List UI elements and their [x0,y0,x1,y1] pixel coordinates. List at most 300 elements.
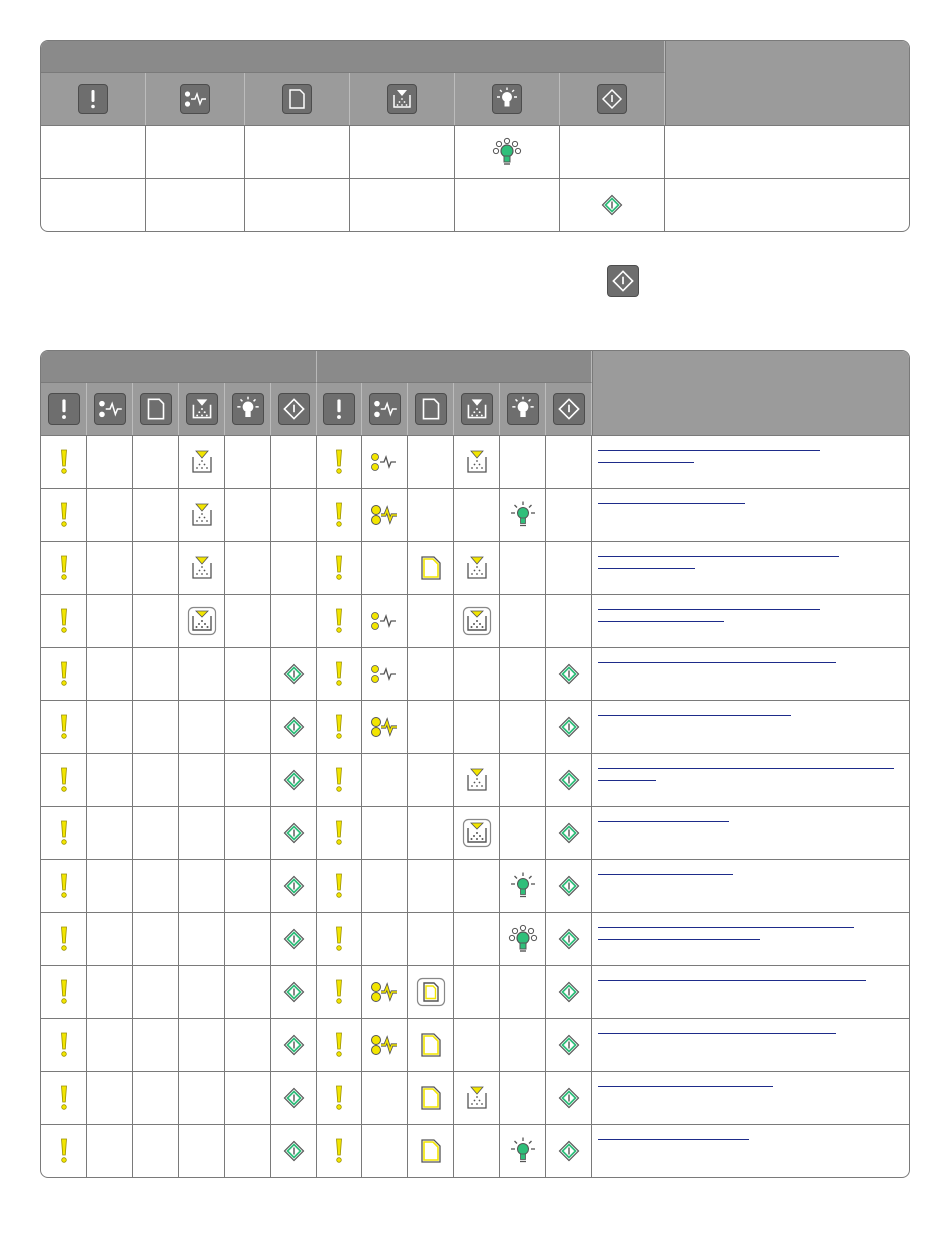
start-green-icon [283,875,305,897]
description-cell[interactable] [592,1071,909,1124]
table-row [41,700,909,753]
light-cell [546,1018,592,1071]
light-cell [179,488,225,541]
toner-yellow-blinking-icon [462,818,492,848]
empty-light-cell [500,806,546,859]
empty-light-cell [454,912,500,965]
empty-light-cell [225,806,271,859]
table-row [41,912,909,965]
toner-icon [387,84,417,114]
error-yellow-icon [58,501,70,529]
empty-light-cell [454,700,500,753]
empty-light-cell [225,912,271,965]
toner-icon [461,393,493,425]
light-cell [41,965,87,1018]
empty-light-cell [271,435,317,488]
description-link[interactable] [598,1086,773,1087]
start-green-icon [558,663,580,685]
header-light-bulb-icon [500,383,546,435]
start-green-icon [283,1140,305,1162]
light-cell [41,912,87,965]
sleep-yellow-blinking-icon [369,714,401,740]
header-toner-icon [179,383,225,435]
error-yellow-icon [58,925,70,953]
light-cell [500,859,546,912]
empty-light-cell [133,1071,179,1124]
toner-yellow-icon [190,554,214,582]
empty-light-cell [362,806,408,859]
light-cell [41,753,87,806]
empty-light-cell [408,753,454,806]
light-cell [179,435,225,488]
light-cell [546,912,592,965]
light-cell [546,1124,592,1177]
paper-icon [415,393,447,425]
empty-light-cell [225,1071,271,1124]
error-yellow-icon [333,554,345,582]
light-cell [362,965,408,1018]
light-cell [546,753,592,806]
empty-light-cell [133,1018,179,1071]
start-green-icon [283,1034,305,1056]
description-link[interactable] [598,768,894,769]
paper-icon [140,393,172,425]
description-header [665,41,909,125]
start-green-icon [558,716,580,738]
light-cell [546,859,592,912]
empty-light-cell [546,435,592,488]
table-row [41,1124,909,1177]
light-cell [500,488,546,541]
empty-light-cell [133,912,179,965]
empty-light-cell [546,541,592,594]
empty-light-cell [225,753,271,806]
toner-yellow-blinking-icon [462,606,492,636]
empty-light-cell [455,178,560,231]
error-yellow-icon [333,925,345,953]
empty-light-cell [87,700,133,753]
empty-light-cell [146,178,245,231]
light-cell [41,1124,87,1177]
header-error-icon [41,383,87,435]
light-cell [317,700,362,753]
empty-light-cell [500,647,546,700]
empty-light-cell [271,594,317,647]
table-row [41,647,909,700]
start-green-icon [283,981,305,1003]
error-yellow-icon [333,448,345,476]
light-cell [317,859,362,912]
start-green-icon [283,822,305,844]
empty-light-cell [133,488,179,541]
light-cell [271,859,317,912]
light-cell [454,1071,500,1124]
start-green-icon [558,1034,580,1056]
light-cell [41,647,87,700]
header-toner-icon [454,383,500,435]
empty-light-cell [133,1124,179,1177]
empty-light-cell [179,965,225,1018]
light-cell [546,1071,592,1124]
empty-light-cell [133,647,179,700]
light-cell [179,541,225,594]
error-yellow-icon [58,766,70,794]
description-cell [665,125,909,178]
header-paper-icon [133,383,179,435]
empty-light-cell [225,594,271,647]
empty-light-cell [408,647,454,700]
description-link[interactable] [598,568,695,569]
empty-light-cell [225,700,271,753]
empty-light-cell [225,859,271,912]
empty-light-cell [225,647,271,700]
sleep-yellow-icon [369,608,401,634]
description-link[interactable] [598,939,760,940]
paper-yellow-icon [419,554,443,582]
light-cell [546,647,592,700]
empty-light-cell [87,1071,133,1124]
empty-light-cell [454,488,500,541]
header-light-bulb-icon [455,73,560,125]
empty-light-cell [225,1124,271,1177]
empty-light-cell [179,753,225,806]
description-cell[interactable] [592,1018,909,1071]
empty-light-cell [87,541,133,594]
toner-yellow-icon [190,501,214,529]
sleep-yellow-blinking-icon [369,979,401,1005]
light-cell [179,594,225,647]
light-cell [362,435,408,488]
light-cell [454,541,500,594]
light-bulb-blinking-green-icon [508,924,538,954]
empty-light-cell [500,1071,546,1124]
light-cell [317,965,362,1018]
light-cell [271,806,317,859]
light-cell [546,806,592,859]
light-sequence-table-top [40,40,910,232]
description-link[interactable] [598,621,724,622]
error-yellow-icon [58,660,70,688]
sleep-icon [180,84,210,114]
light-cell [454,594,500,647]
empty-light-cell [225,1018,271,1071]
light-cell [317,647,362,700]
table-row [41,125,909,178]
sleep-yellow-blinking-icon [369,502,401,528]
secondary-light-sequence-header [317,351,592,383]
start-green-icon [283,928,305,950]
error-yellow-icon [333,872,345,900]
start-green-icon [558,928,580,950]
error-icon [48,393,80,425]
empty-light-cell [87,647,133,700]
sleep-yellow-icon [369,661,401,687]
table-row [41,594,909,647]
light-cell [271,1124,317,1177]
table-row [41,753,909,806]
empty-light-cell [362,753,408,806]
header-start-icon [560,73,665,125]
light-cell [454,435,500,488]
description-link[interactable] [598,980,866,981]
sleep-icon [369,393,401,425]
light-bulb-green-icon [508,500,538,530]
description-link[interactable] [598,821,729,822]
error-yellow-icon [58,819,70,847]
light-bulb-green-icon [508,871,538,901]
description-cell[interactable] [592,753,909,806]
description-link[interactable] [598,462,694,463]
description-cell[interactable] [592,488,909,541]
light-sequence-table-bottom [40,350,910,1178]
description-link[interactable] [598,503,745,504]
empty-light-cell [41,125,146,178]
start-icon [553,393,585,425]
sleep-yellow-icon [369,449,401,475]
empty-light-cell [225,965,271,1018]
table-row [41,541,909,594]
empty-light-cell [362,1124,408,1177]
error-yellow-icon [333,978,345,1006]
empty-light-cell [408,594,454,647]
light-cell [317,1124,362,1177]
header-start-icon [271,383,317,435]
empty-light-cell [245,178,350,231]
empty-light-cell [179,912,225,965]
empty-light-cell [500,753,546,806]
description-link[interactable] [598,780,656,781]
light-cell [362,700,408,753]
description-cell[interactable] [592,912,909,965]
light-cell [560,178,665,231]
paper-yellow-icon [419,1084,443,1112]
empty-light-cell [560,125,665,178]
error-yellow-icon [333,501,345,529]
table-row [41,1018,909,1071]
empty-light-cell [500,965,546,1018]
error-yellow-icon [333,1137,345,1165]
light-cell [408,1071,454,1124]
sleep-yellow-blinking-icon [369,1032,401,1058]
header-toner-icon [350,73,455,125]
empty-light-cell [408,700,454,753]
start-green-icon [558,875,580,897]
light-cell [317,594,362,647]
header-sleep-icon [362,383,408,435]
start-icon [607,265,639,297]
description-link[interactable] [598,609,820,610]
description-cell [665,178,909,231]
error-yellow-icon [333,1031,345,1059]
light-cell [455,125,560,178]
light-cell [271,753,317,806]
light-cell [500,1124,546,1177]
light-cell [271,965,317,1018]
start-green-icon [558,769,580,791]
error-yellow-icon [58,713,70,741]
light-cell [41,1018,87,1071]
light-cell [41,435,87,488]
light-cell [41,859,87,912]
header-light-bulb-icon [225,383,271,435]
empty-light-cell [133,753,179,806]
empty-light-cell [225,488,271,541]
error-yellow-icon [58,872,70,900]
empty-light-cell [408,859,454,912]
description-link[interactable] [598,874,733,875]
description-cell[interactable] [592,435,909,488]
light-cell [41,806,87,859]
light-bulb-icon [492,84,522,114]
light-cell [408,541,454,594]
paper-yellow-icon [419,1031,443,1059]
light-cell [546,700,592,753]
error-yellow-icon [333,607,345,635]
light-bulb-icon [232,393,264,425]
empty-light-cell [179,859,225,912]
light-bulb-blinking-green-icon [492,137,522,167]
description-link[interactable] [598,556,839,557]
empty-light-cell [179,806,225,859]
description-cell[interactable] [592,541,909,594]
error-yellow-icon [333,660,345,688]
empty-light-cell [179,1071,225,1124]
empty-light-cell [133,594,179,647]
light-cell [271,912,317,965]
empty-light-cell [87,1018,133,1071]
paper-yellow-blinking-icon [416,977,446,1007]
description-cell[interactable] [592,594,909,647]
empty-light-cell [362,1071,408,1124]
error-yellow-icon [333,766,345,794]
table-row [41,178,909,231]
light-cell [362,488,408,541]
start-icon [597,84,627,114]
empty-light-cell [454,1018,500,1071]
light-cell [317,1018,362,1071]
empty-light-cell [146,125,245,178]
light-sequence-header [41,41,665,73]
empty-light-cell [362,541,408,594]
empty-light-cell [546,594,592,647]
empty-light-cell [454,1124,500,1177]
empty-light-cell [362,912,408,965]
paper-icon [282,84,312,114]
start-green-icon [283,769,305,791]
header-paper-icon [408,383,454,435]
description-link[interactable] [598,1139,749,1140]
error-yellow-icon [333,713,345,741]
light-cell [362,594,408,647]
light-bulb-green-icon [508,1136,538,1166]
empty-light-cell [133,541,179,594]
light-cell [500,912,546,965]
empty-light-cell [454,647,500,700]
empty-light-cell [350,178,455,231]
light-cell [41,1071,87,1124]
start-green-icon [558,822,580,844]
empty-light-cell [271,541,317,594]
description-cell[interactable] [592,859,909,912]
empty-light-cell [362,859,408,912]
light-cell [317,488,362,541]
header-sleep-icon [146,73,245,125]
light-cell [271,1071,317,1124]
light-cell [317,435,362,488]
empty-light-cell [87,965,133,1018]
description-link[interactable] [598,715,791,716]
toner-yellow-icon [190,448,214,476]
empty-light-cell [225,435,271,488]
start-green-icon [283,663,305,685]
empty-light-cell [179,1124,225,1177]
table-row [41,965,909,1018]
empty-light-cell [133,859,179,912]
description-cell[interactable] [592,647,909,700]
error-icon [78,84,108,114]
light-cell [317,1071,362,1124]
light-cell [41,541,87,594]
empty-light-cell [87,594,133,647]
header-error-icon [41,73,146,125]
light-cell [408,1018,454,1071]
table-row [41,1071,909,1124]
start-green-icon [558,981,580,1003]
empty-light-cell [454,965,500,1018]
light-cell [362,647,408,700]
description-cell[interactable] [592,965,909,1018]
light-cell [317,753,362,806]
description-cell[interactable] [592,700,909,753]
paper-yellow-icon [419,1137,443,1165]
empty-light-cell [350,125,455,178]
toner-yellow-blinking-icon [187,606,217,636]
error-yellow-icon [58,1084,70,1112]
empty-light-cell [454,859,500,912]
light-cell [408,965,454,1018]
empty-light-cell [408,488,454,541]
error-yellow-icon [58,1031,70,1059]
description-link[interactable] [598,662,836,663]
toner-icon [186,393,218,425]
empty-light-cell [408,806,454,859]
empty-light-cell [245,125,350,178]
table-row [41,488,909,541]
empty-light-cell [87,435,133,488]
description-cell[interactable] [592,1124,909,1177]
light-cell [362,1018,408,1071]
light-cell [454,806,500,859]
description-header [592,351,909,435]
empty-light-cell [408,912,454,965]
error-yellow-icon [333,819,345,847]
light-cell [271,647,317,700]
description-cell[interactable] [592,806,909,859]
empty-light-cell [271,488,317,541]
table-row [41,435,909,488]
error-yellow-icon [58,607,70,635]
description-link[interactable] [598,450,820,451]
empty-light-cell [500,594,546,647]
start-green-icon [283,716,305,738]
empty-light-cell [179,647,225,700]
description-link[interactable] [598,1033,836,1034]
empty-light-cell [408,435,454,488]
empty-light-cell [500,435,546,488]
description-link[interactable] [598,927,854,928]
empty-light-cell [225,541,271,594]
empty-light-cell [179,1018,225,1071]
